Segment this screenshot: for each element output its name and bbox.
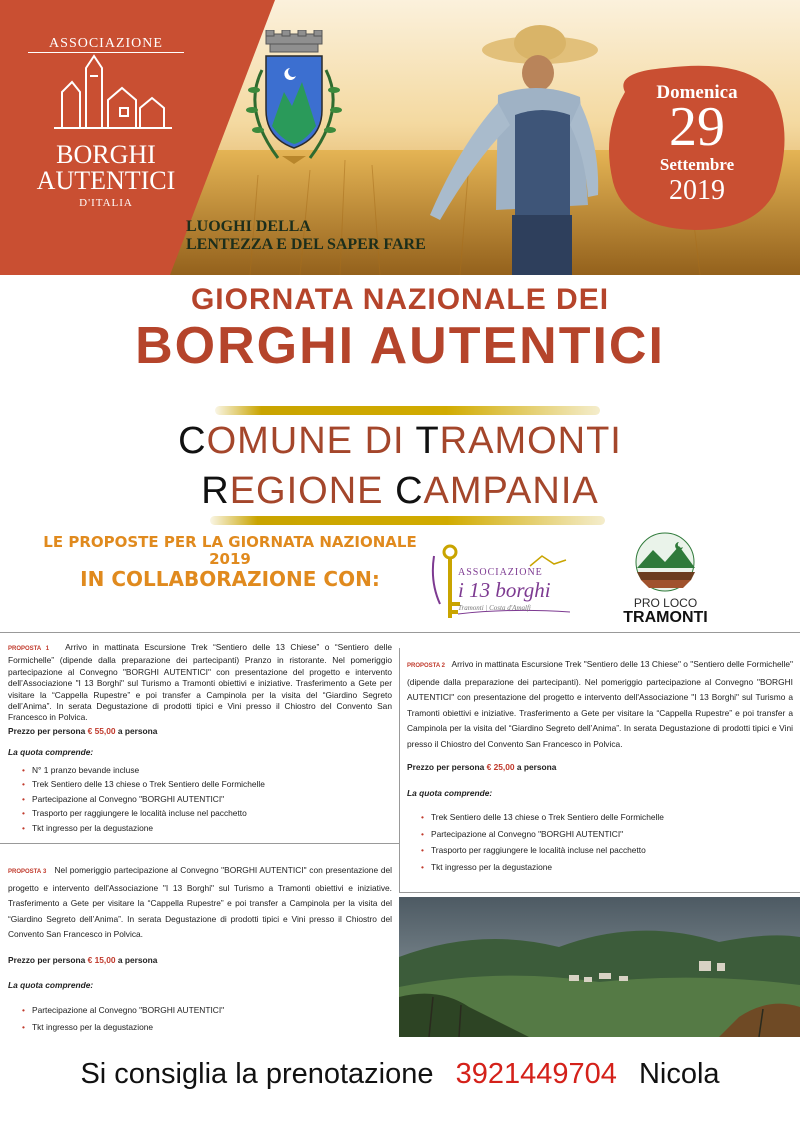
comune-rest: OMUNE DI: [206, 420, 416, 462]
proposal-2-text-block: [407, 657, 793, 752]
regione-initial2: C: [395, 470, 424, 512]
comune-initial2: T: [415, 420, 440, 462]
list-item: • Trek Sentiero delle 13 chiese o Trek Sentiero delle Formichelle: [32, 777, 392, 792]
footer-text: Si consiglia la prenotazione: [80, 1058, 434, 1090]
tagline-line2: LENTEZZA E DEL SAPER FARE: [186, 236, 426, 253]
coat-of-arms-icon: [232, 30, 356, 170]
list-item: • Trek Sentiero delle 13 chiese o Trek Sentiero delle Formichelle: [431, 809, 793, 826]
proposal-2-includes-label: La quota comprende:: [407, 787, 493, 798]
date-day: 29: [669, 96, 725, 158]
header-banner: [0, 0, 800, 275]
proposal-1-tag: PROPOSTA 1: [8, 646, 50, 652]
footer-contact: Nicola: [638, 1058, 720, 1090]
list-item: • Tkt ingresso per la degustazione: [32, 821, 392, 836]
proposal-3-price-line: [8, 953, 392, 969]
proposal-3: [8, 863, 392, 1036]
list-item: • Tkt ingresso per la degustazione: [32, 1019, 392, 1036]
pro-loco-line1: PRO LOCO: [633, 596, 698, 610]
list-item: • Partecipazione al Convegno "BORGHI AUTENTICI": [32, 1002, 392, 1019]
proposal-2-tag: PROPOSTA 2: [407, 663, 446, 669]
comune-initial: C: [178, 420, 207, 462]
proposal-3-price: € 15,00: [87, 954, 116, 965]
event-title-line2: BORGHI AUTENTICI: [135, 317, 665, 375]
proposal-3-text-block: [8, 863, 392, 943]
proposal-3-text: Nel pomeriggio partecipazione al Convegno "BORGHI AUTENTICI" con presentazione del progetto e intervento dell'Associazione "I 13 Borghi" sul Turismo a Tramonti obiettivi e iniziative. Trasferimento a Gete per visitare la “Cappella Rupestre” e poi transfer a Campinola per la visita del “Giardino Segreto dell’Anima”. In serata Degustazione di prodotti tipici e Vini presso il Chiostro del Convento San Francesco in Polvica.: [8, 865, 392, 939]
footer-phone[interactable]: 3921449704: [455, 1058, 617, 1090]
divider-right-bottom: [399, 892, 800, 893]
pro-loco-logo: [625, 532, 705, 592]
list-item: • Tkt ingresso per la degustazione: [431, 859, 793, 876]
list-item: • Partecipazione al Convegno "BORGHI AUTENTICI": [431, 826, 793, 843]
proposal-1-text-block: [8, 642, 392, 724]
assoc-13-line1: ASSOCIAZIONE: [458, 567, 543, 578]
divider-middle: [0, 843, 399, 844]
association-name-line1: BORGHI: [56, 140, 156, 169]
proposal-1-price-label: Prezzo per persona: [8, 725, 86, 736]
list-item: • Trasporto per raggiungere le località incluse nel pacchetto: [431, 842, 793, 859]
proposal-2-text: Arrivo in mattinata Escursione Trek "Sentiero delle 13 Chiese" o "Sentiero delle Formichelle" (dipende dalla preparazione dei partecipanti). Nel pomeriggio partecipazione al Convegno "BORGHI AUTENTICI" con presentazione del progetto e intervento dell'Associazione "I 13 Borghi" sul Turismo a Tramonti obiettivi e iniziative. Trasferimento a Gete per visitare la “Cappella Rupestre” e poi transfer a Campinola per la visita del “Giardino Segreto dell’Anima”. In serata Degustazione di prodotti tipici e Vini presso il Chiostro del Convento San Francesco in Polvica.: [407, 659, 794, 749]
proposal-1-text: Arrivo in mattinata Escursione Trek “Sentiero delle 13 Chiese” o “Sentiero delle Formichelle” (dipende dalla preparazione dei partecipanti) Pranzo in ristorante. Nel pomeriggio partecipazione al Convegno "BORGHI AUTENTICI" con presentazione del progetto e intervento dell’Associazione "I 13 Borghi" sul Turismo a Tramonti obiettivi e iniziative. Trasferimento a Gete per visitare la “Cappella Rupestre” e poi transfer a Campinola per la visita del “Giardino Segreto dell’Anima”. In serata Degustazione di prodotti tipici e Vini presso il Chiostro del Convento San Francesco in Polvica.: [8, 642, 392, 723]
list-item: • Partecipazione al Convegno "BORGHI AUTENTICI": [32, 792, 392, 807]
decorative-brush-top: [215, 406, 600, 415]
tramonti-landscape-photo: [399, 897, 800, 1037]
pro-loco-line2: TRAMONTI: [623, 609, 708, 626]
association-name-line2: AUTENTICI: [36, 166, 176, 195]
proposal-2-price-label: Prezzo per persona: [407, 762, 485, 772]
date-day-of-week: Domenica: [656, 82, 738, 103]
comune-rest2: RAMONTI: [439, 420, 622, 462]
assoc-13-line2: i 13 borghi: [458, 578, 551, 602]
association-label: ASSOCIAZIONE: [49, 36, 163, 51]
tagline: [186, 218, 426, 254]
proposal-1-price-line: [8, 726, 392, 737]
regione-heading: [0, 470, 800, 513]
intro-line2: 2019: [209, 550, 251, 568]
decorative-brush-bottom: [210, 516, 605, 525]
comune-heading: [0, 420, 800, 463]
proposal-2-price: € 25,00: [486, 762, 515, 772]
list-item: • N° 1 pranzo bevande incluse: [32, 763, 392, 778]
regione-initial: R: [201, 470, 230, 512]
tagline-line1: LUOGHI DELLA: [186, 218, 311, 235]
proposal-1-includes-list: [8, 763, 392, 836]
proposal-2-price-line: [407, 760, 793, 776]
list-item: • Trasporto per raggiungere le località incluse nel pacchetto: [32, 806, 392, 821]
proposal-2-includes-list: [407, 809, 793, 875]
intro-line1: LE PROPOSTE PER LA GIORNATA NAZIONALE: [43, 533, 417, 551]
proposal-2-price-suffix: a persona: [516, 762, 557, 772]
regione-rest: EGIONE: [229, 470, 396, 512]
proposal-3-tag: PROPOSTA 3: [8, 869, 47, 875]
assoc-13-line3: Tramonti | Costa d'Amalfi: [458, 604, 531, 612]
proposal-1: [8, 642, 392, 835]
proposal-1-price: € 55,00: [87, 725, 116, 736]
event-title-line1: GIORNATA NAZIONALE DEI: [190, 283, 610, 316]
proposal-1-price-suffix: a persona: [117, 725, 158, 736]
date-year: 2019: [669, 175, 725, 206]
association-name-line3: D'ITALIA: [79, 197, 133, 209]
proposal-3-includes-label: La quota comprende:: [8, 980, 94, 990]
intro-line3: IN COLLABORAZIONE CON:: [80, 567, 380, 591]
proposals-intro: [30, 534, 430, 590]
divider-top: [0, 632, 800, 633]
proposal-3-price-suffix: a persona: [117, 954, 158, 965]
proposal-2: [407, 657, 793, 875]
proposal-3-price-label: Prezzo per persona: [8, 954, 86, 965]
booking-footer: [0, 1058, 800, 1091]
proposal-3-includes-list: [8, 1002, 392, 1036]
divider-vertical: [399, 648, 400, 892]
proposal-1-includes-label: La quota comprende:: [8, 747, 94, 758]
regione-rest2: AMPANIA: [423, 470, 599, 512]
date-month: Settembre: [659, 155, 735, 174]
